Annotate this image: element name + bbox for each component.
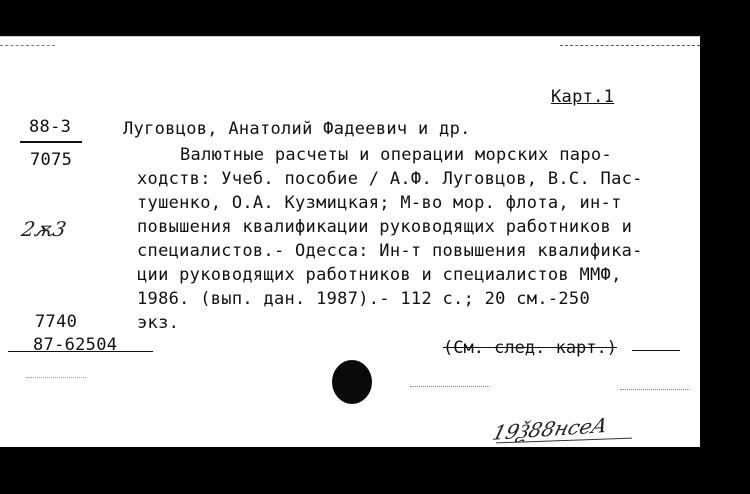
handwritten-mark-left: 2ѫ3 [19,217,69,241]
description-line: повышения квалификации руководящих работников и [137,217,633,237]
see-next-card-text: (См. след. карт.) [443,338,617,358]
classification-index-bottom: 7075 [30,150,73,170]
catalog-card [0,36,700,447]
acquisition-number: 87-62504 [33,335,118,355]
see-next-card-note [443,336,617,360]
dashed-guide-left [0,45,55,46]
classification-index-top: 88-3 [29,117,72,137]
description-line: Валютные расчеты и операции морских паро- [180,145,612,165]
dotted-mark [620,389,690,390]
handwritten-mark-bottom: 19Ѯ88нсеА [489,413,611,445]
author-heading: Луговцов, Анатолий Фадеевич и др. [123,119,471,139]
classification-divider [20,141,82,143]
card-reference: Карт.1 [551,87,615,107]
inventory-number: 7740 [35,312,78,332]
ink-blot [332,360,372,404]
dotted-mark [410,386,490,387]
description-line: ходств: Учеб. пособие / А.Ф. Луговцов, В.С. Пас- [137,169,643,189]
description-line: тушенко, О.А. Кузмицкая; М-во мор. флота, ин-т [137,193,622,213]
see-next-rule [632,350,680,351]
description-line: ции руководящих работников и специалистов ММФ, [137,265,622,285]
acquisition-underline [8,351,153,352]
description-line: экз. [137,313,180,333]
description-line: 1986. (вып. дан. 1987).- 112 с.; 20 см.-250 [137,289,590,309]
dashed-guide-right [560,45,700,46]
description-line: специалистов.- Одесса: Ин-т повышения квалифика- [137,241,643,261]
dotted-mark [26,377,86,378]
